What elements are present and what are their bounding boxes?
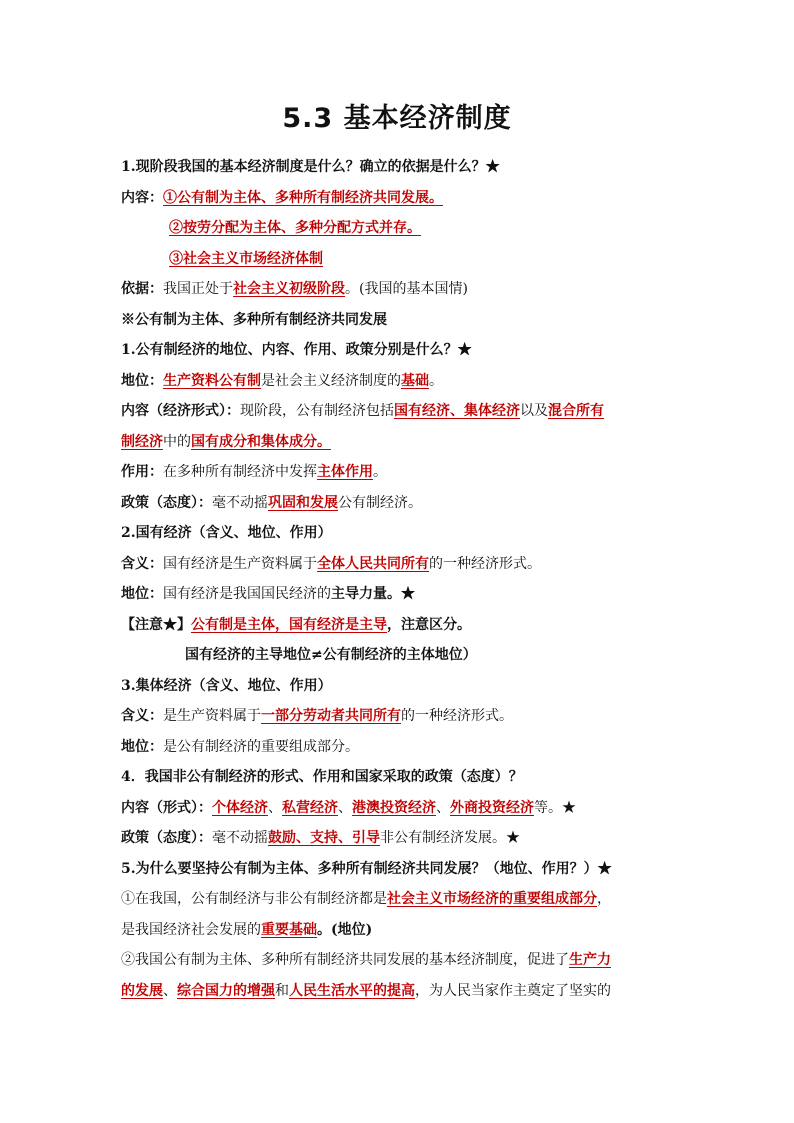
highlight-basis: 社会主义初级阶段 [233,281,345,297]
label-role: 作用： [121,464,163,480]
bold-text: ，注意区分。 [387,616,471,633]
content-line-2 [121,213,681,244]
document-body [121,152,681,1006]
label-note: 【注意★】 [121,616,191,633]
text: 公有制经济。 [338,494,422,511]
text: 的一种经济形式。 [429,555,541,572]
highlight: 制经济 [121,433,163,450]
basis-line [121,274,681,305]
section-heading: ※公有制为主体、多种所有制经济共同发展 [121,311,387,328]
text: ①在我国，公有制经济与非公有制经济都是 [121,891,387,907]
text: ， [597,891,611,907]
highlight: 公有制是主体，国有经济是主导 [191,616,387,633]
label-policy: 政策（态度）： [121,830,212,846]
text: 中的 [163,433,191,450]
text: 是我国经济社会发展的 [121,921,261,938]
reason-2-line-1 [121,945,681,976]
question-collective-economy: 3.集体经济（含义、地位、作用） [121,677,332,694]
highlight: 社会主义市场经济的重要组成部分 [387,891,597,907]
text: 在多种所有制经济中发挥 [163,464,317,480]
text: 以及 [520,403,548,419]
page-title: 5.3 基本经济制度 [282,103,512,134]
label-content: 内容： [121,189,163,206]
highlight: 鼓励、支持、引导 [268,830,380,846]
highlight: 私营经济 [282,799,338,816]
label-forms: 内容（形式）： [121,799,212,816]
note-line-2: 国有经济的主导地位≠公有制经济的主体地位） [185,647,477,663]
label-meaning: 含义： [121,555,163,572]
collective-status-line [121,732,681,763]
text: 是生产资料属于 [163,708,261,724]
highlight: 巩固和发展 [268,494,338,511]
text: 是社会主义经济制度的 [261,372,401,389]
forms-line-2 [121,427,681,458]
highlight: 主体作用 [317,464,373,480]
highlight: 港澳投资经济 [352,799,436,816]
state-status-line [121,579,681,610]
label-policy: 政策（态度）： [121,494,212,511]
label-meaning: 含义： [121,708,163,724]
highlight: 全体人民共同所有 [317,555,429,572]
reason-1-line-1 [121,884,681,915]
question-1: 1.现阶段我国的基本经济制度是什么？确立的依据是什么？★ [121,159,500,175]
reason-2-line-2 [121,976,681,1007]
text: 等。★ [534,799,576,816]
text: ，为人民当家作主奠定了坚实的 [415,982,611,999]
highlight: 生产力 [569,952,611,968]
text: ②我国公有制为主体、多种所有制经济共同发展的基本经济制度，促进了 [121,952,569,968]
label-status: 地位： [121,738,163,755]
text: 的一种经济形式。 [401,708,513,724]
highlight-1: ①公有制为主体、多种所有制经济共同发展。 [163,189,443,206]
question-non-public-economy: 4．我国非公有制经济的形式、作用和国家采取的政策（态度）？ [121,769,523,785]
text: 和 [275,982,289,999]
note-line [121,610,681,641]
text: 。 [373,464,387,480]
forms-line-1 [121,396,681,427]
text: 非公有制经济发展。★ [380,830,520,846]
question-public-economy: 1.公有制经济的地位、内容、作用、政策分别是什么？★ [121,342,472,358]
non-public-forms-line [121,793,681,824]
highlight: 个体经济 [212,799,268,816]
text: 、 [268,799,282,816]
highlight: 国有经济、集体经济 [394,403,520,419]
text: 、 [338,799,352,816]
highlight: 生产资料公有制 [163,372,261,389]
question-state-economy: 2.国有经济（含义、地位、作用） [121,525,332,541]
highlight: 一部分劳动者共同所有 [261,708,401,724]
highlight: 综合国力的增强 [177,982,275,999]
bold-text: 主导力量。★ [331,586,415,602]
highlight-2: ②按劳分配为主体、多种分配方式并存。 [169,220,421,236]
text: 国有经济是生产资料属于 [163,555,317,572]
text: 、 [436,799,450,816]
bold-text: 。(地位) [317,921,373,938]
highlight: 国有成分和集体成分。 [191,433,331,450]
text: 。 [429,372,443,389]
question-why-uphold: 5.为什么要坚持公有制为主体、多种所有制经济共同发展？（地位、作用？）★ [121,860,612,877]
text: 。(我国的基本国情) [345,281,468,297]
highlight: 重要基础 [261,921,317,938]
text: 毫不动摇 [212,830,268,846]
highlight: 混合所有 [548,403,604,419]
state-meaning-line [121,549,681,580]
label-status: 地位： [121,586,163,602]
collective-meaning-line [121,701,681,732]
label-basis: 依据： [121,281,163,297]
text: 国有经济是我国国民经济的 [163,586,331,602]
policy-line [121,488,681,519]
text: 现阶段，公有制经济包括 [240,403,394,419]
text: 、 [163,982,177,999]
content-line-3 [121,244,681,275]
role-line [121,457,681,488]
status-line [121,366,681,397]
text: 是公有制经济的重要组成部分。 [163,738,359,755]
content-line-1 [121,183,681,214]
label-forms: 内容（经济形式）： [121,403,240,419]
highlight: 人民生活水平的提高 [289,982,415,999]
highlight: 的发展 [121,982,163,999]
highlight-3: ③社会主义市场经济体制 [169,250,323,267]
highlight: 基础 [401,372,429,389]
highlight: 外商投资经济 [450,799,534,816]
text: 毫不动摇 [212,494,268,511]
text: 我国正处于 [163,281,233,297]
non-public-policy-line [121,823,681,854]
reason-1-line-2 [121,915,681,946]
label-status: 地位： [121,372,163,389]
